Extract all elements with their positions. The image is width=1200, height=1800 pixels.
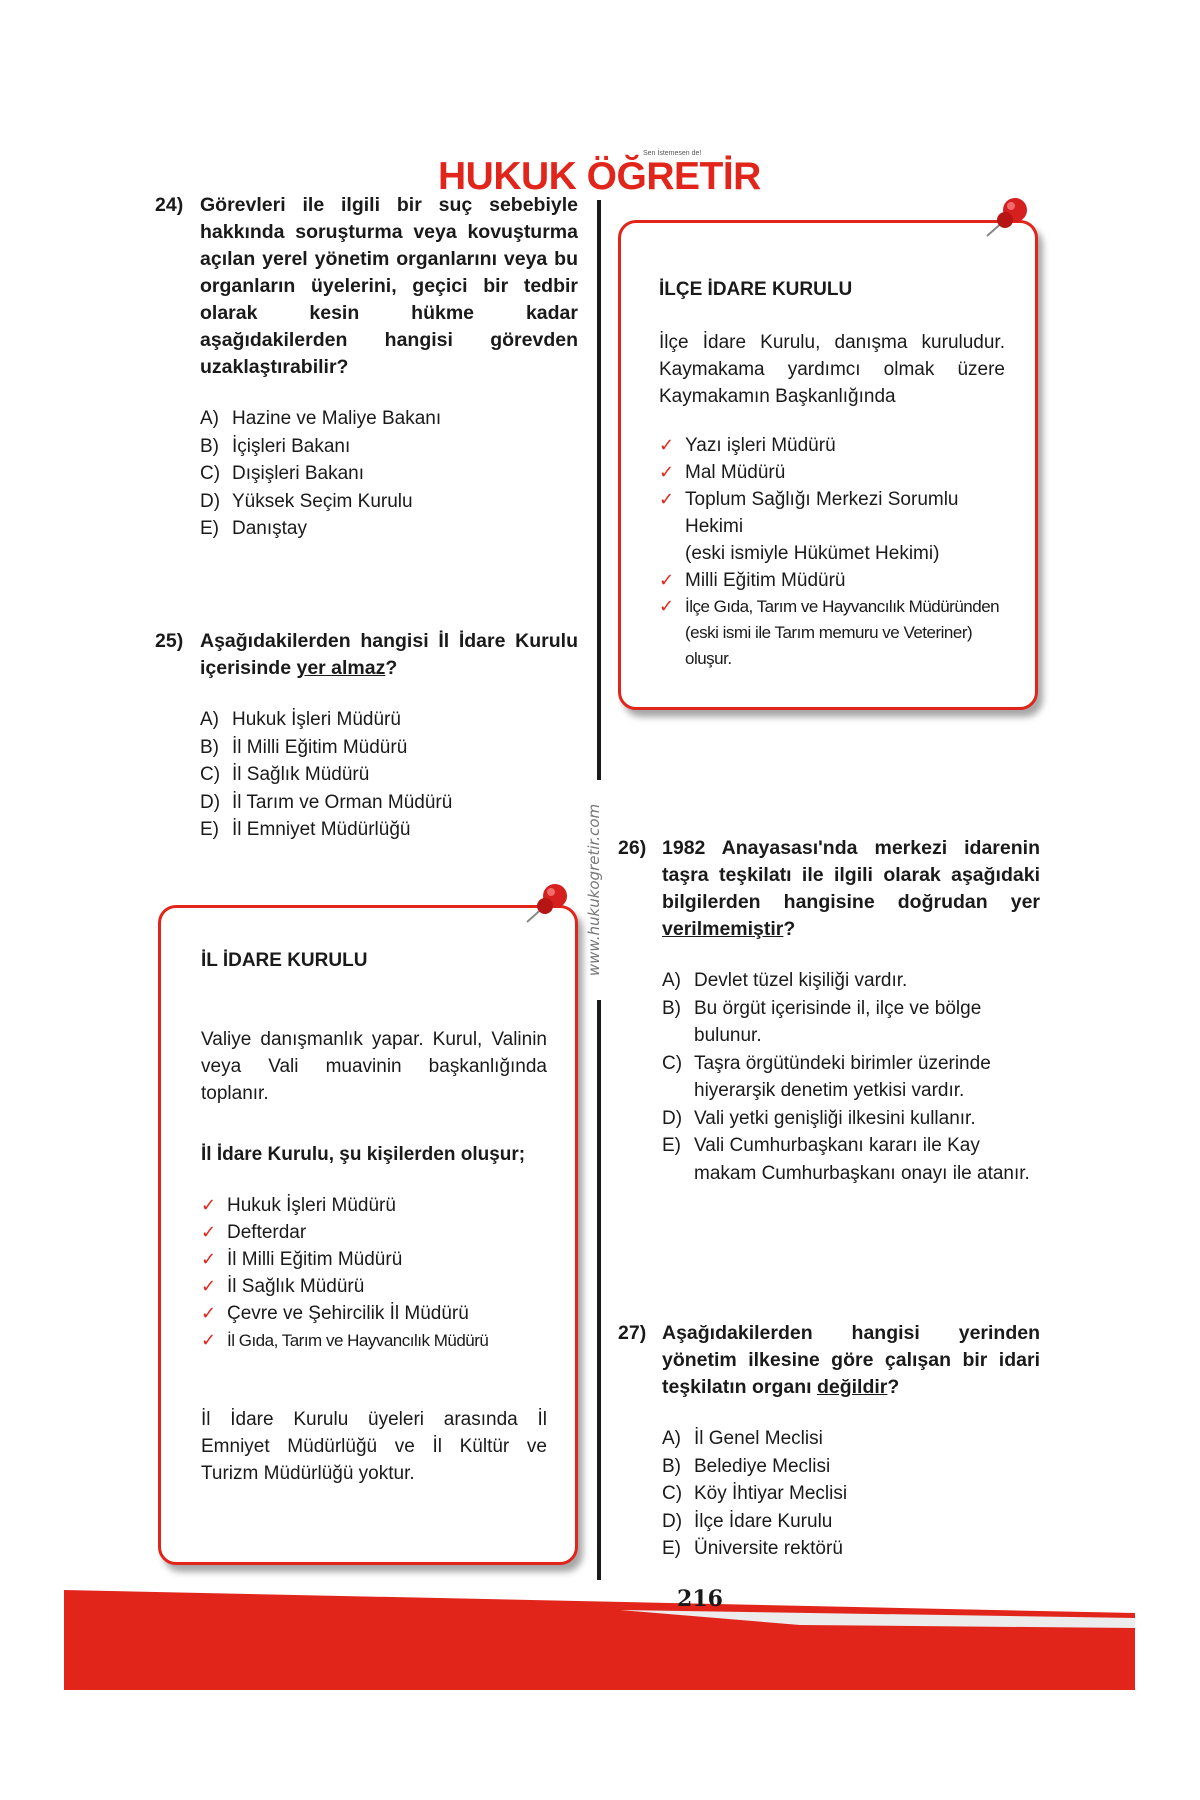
check-icon: ✓ <box>659 462 675 483</box>
option-c[interactable]: C) İl Sağlık Müdürü <box>200 764 370 785</box>
footer-band <box>0 1580 1200 1800</box>
question-number: 25) <box>155 630 184 652</box>
option-b[interactable]: B) Bu örgüt içerisinde il, ilçe ve bölge bulunur. <box>662 997 982 1046</box>
question-number: 27) <box>618 1322 647 1344</box>
check-icon: ✓ <box>659 435 675 456</box>
member-item: ✓ İlçe Gıda, Tarım ve Hayvancılık Müdüründen (eski ismi ile Tarım memuru ve Veteriner) oluşur. <box>659 594 1005 672</box>
column-divider <box>597 200 601 780</box>
member-item: ✓ Hukuk İşleri Müdürü <box>201 1192 547 1219</box>
question-emphasis: yer almaz <box>296 657 386 679</box>
question-text: 1982 Anayasası'nda merkezi idarenin taşra teşkilatı ile ilgili olarak aşağıdaki bilgilerden hangisine doğrudan yer <box>662 837 1040 913</box>
page-number: 216 <box>677 1586 723 1612</box>
question-27-stem: 27) Aşağıdakilerden hangisi yerinden yönetim ilkesine göre çalışan bir idari teşkilatın organı değildir? <box>618 1322 1040 1398</box>
options-list <box>618 967 1040 1187</box>
member-item: ✓ Yazı işleri Müdürü <box>659 432 1005 459</box>
card-subtitle: İl İdare Kurulu, şu kişilerden oluşur; <box>201 1144 526 1165</box>
question-27 <box>618 1320 1040 1563</box>
ilce-idare-kurulu-card <box>618 220 1038 710</box>
question-25 <box>155 628 578 844</box>
pushpin-icon <box>975 194 1035 244</box>
check-icon: ✓ <box>659 596 674 617</box>
question-number: 26) <box>618 837 647 859</box>
brand-title: HUKUK ÖĞRETİR <box>438 155 761 198</box>
option-a[interactable]: A) İl Genel Meclisi <box>662 1428 823 1449</box>
pushpin-icon <box>515 880 575 930</box>
member-list <box>659 432 1005 672</box>
option-c[interactable]: C) Köy İhtiyar Meclisi <box>662 1483 848 1504</box>
option-b[interactable]: B) Belediye Meclisi <box>662 1455 831 1477</box>
card-text: Valiye danışmanlık yapar. Kurul, Valinin veya Vali muavinin başkanlığında toplanır. <box>201 1029 547 1104</box>
option-d[interactable]: D) İl Tarım ve Orman Müdürü <box>200 791 453 813</box>
card-text: İlçe İdare Kurulu, danışma kuruludur. Kaymakama yardımcı olmak üzere Kaymakamın Başkanlığında <box>659 332 1005 407</box>
option-c[interactable]: C) Taşra örgütündeki birimler üzerinde hiyerarşik denetim yetkisi vardır. <box>662 1052 991 1101</box>
option-d[interactable]: D) Yüksek Seçim Kurulu <box>200 490 413 512</box>
option-c[interactable]: C) Dışişleri Bakanı <box>200 463 364 484</box>
option-a[interactable]: A) Hukuk İşleri Müdürü <box>200 709 401 730</box>
check-icon: ✓ <box>201 1276 217 1297</box>
question-emphasis: değildir <box>816 1376 888 1398</box>
option-d[interactable]: D) İlçe İdare Kurulu <box>662 1510 833 1532</box>
brand-tagline: Sen İstemesen de! <box>643 150 702 157</box>
option-e[interactable]: E) İl Emniyet Müdürlüğü <box>200 819 411 840</box>
option-e[interactable]: E) Vali Cumhurbaşkanı kararı ile Kay makam Cumhurbaşkanı onayı ile atanır. <box>662 1135 1030 1184</box>
watermark: www.hukukogretir.com <box>585 803 603 977</box>
member-item: ✓ Milli Eğitim Müdürü <box>659 567 1005 594</box>
question-24 <box>155 192 578 543</box>
member-item: ✓ İl Milli Eğitim Müdürü <box>201 1246 547 1273</box>
member-item: ✓ Defterdar <box>201 1219 547 1246</box>
column-divider-lower <box>597 1000 601 1580</box>
question-number: 24) <box>155 194 184 216</box>
il-idare-kurulu-card <box>158 905 578 1565</box>
member-item: ✓ Mal Müdürü <box>659 459 1005 486</box>
check-icon: ✓ <box>201 1330 216 1351</box>
question-24-stem <box>155 192 578 381</box>
card-footnote: İl İdare Kurulu üyeleri arasında İl Emniyet Müdürlüğü ve İl Kültür ve Turizm Müdürlüğü yoktur. <box>201 1409 547 1484</box>
question-text: Görevleri ile ilgili bir suç sebebiyle hakkında soruşturma veya kovuşturma açılan yerel yönetim organlarını veya bu organların üyelerini, geçici bir tedbir olarak kesin hükme kadar aşağıdakilerden hangisi görevden uzaklaştırabilir? <box>200 194 578 378</box>
member-item: ✓ Çevre ve Şehircilik İl Müdürü <box>201 1300 547 1327</box>
question-emphasis: verilmemiştir <box>662 918 784 940</box>
check-icon: ✓ <box>201 1222 217 1243</box>
question-26-stem: 26) 1982 Anayasası'nda merkezi idarenin taşra teşkilatı ile ilgili olarak aşağıdaki bilgilerden hangisine doğrudan yer verilmemiştir? <box>618 837 1040 940</box>
check-icon: ✓ <box>201 1303 217 1324</box>
question-25-stem: 25) Aşağıdakilerden hangisi İl İdare Kurulu içerisinde yer almaz? <box>155 630 578 679</box>
options-list <box>155 706 578 844</box>
member-list <box>201 1192 547 1354</box>
member-item: ✓ İl Sağlık Müdürü <box>201 1273 547 1300</box>
card-title: İLÇE İDARE KURULU <box>659 279 853 300</box>
option-e[interactable]: E) Danıştay <box>200 518 307 539</box>
question-text: Aşağıdakilerden hangisi yerinden yönetim ilkesine göre çalışan bir idari teşkilatın organı <box>662 1322 1040 1398</box>
options-list <box>155 405 578 543</box>
check-icon: ✓ <box>659 570 675 591</box>
check-icon: ✓ <box>201 1249 217 1270</box>
option-b[interactable]: B) İçişleri Bakanı <box>200 435 351 457</box>
option-d[interactable]: D) Vali yetki genişliği ilkesini kullanır. <box>662 1107 976 1129</box>
member-item: ✓ Toplum Sağlığı Merkezi Sorumlu Hekimi (eski ismiyle Hükümet Hekimi) <box>659 486 1005 567</box>
question-26 <box>618 835 1040 1187</box>
question-text: Aşağıdakilerden hangisi İl İdare Kurulu içerisinde <box>200 630 578 679</box>
card-title: İL İDARE KURULU <box>201 950 368 971</box>
option-a[interactable]: A) Hazine ve Maliye Bakanı <box>200 408 442 429</box>
option-e[interactable]: E) Üniversite rektörü <box>662 1538 843 1559</box>
check-icon: ✓ <box>201 1195 217 1216</box>
check-icon: ✓ <box>659 489 675 510</box>
options-list <box>618 1425 1040 1563</box>
option-b[interactable]: B) İl Milli Eğitim Müdürü <box>200 736 408 758</box>
option-a[interactable]: A) Devlet tüzel kişiliği vardır. <box>662 970 908 991</box>
member-item: ✓ İl Gıda, Tarım ve Hayvancılık Müdürü <box>201 1327 547 1354</box>
